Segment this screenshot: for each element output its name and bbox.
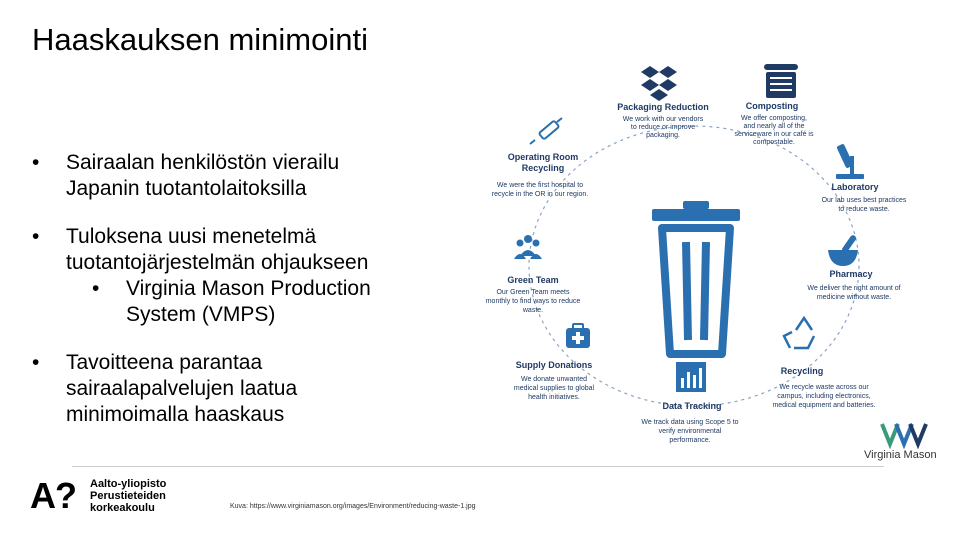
item-text: health initiatives. [528, 394, 580, 401]
aalto-logo-line: korkeakoulu [90, 502, 155, 514]
aalto-logo-text [90, 478, 166, 514]
item-pharmacy [807, 234, 900, 301]
item-text: to reduce waste. [838, 206, 890, 213]
page-title: Haaskauksen minimointi [32, 22, 368, 57]
item-title: Green Team [507, 275, 559, 285]
bullet-marker: • [32, 225, 40, 248]
item-title: Supply Donations [515, 360, 593, 370]
waste-reduction-infographic [458, 56, 920, 448]
item-recycling [772, 318, 875, 409]
item-text: and nearly all of the [743, 123, 805, 130]
item-text: recycle in the OR in our region. [491, 191, 589, 198]
item-text: We deliver the right amount of [807, 285, 901, 292]
bullet-line: Tuloksena uusi menetelmä [66, 225, 317, 248]
item-text: medical supplies to global [513, 385, 595, 392]
bullet-line: sairaalapalvelujen laatua [66, 377, 298, 400]
item-packaging-reduction [617, 66, 709, 139]
compost-bin-icon [764, 64, 798, 98]
item-text: verify environmental [658, 428, 722, 435]
item-text: We were the first hospital to [496, 182, 584, 189]
item-text: We work with our vendors [622, 116, 704, 123]
bullet-item [32, 150, 462, 202]
item-title: Data Tracking [662, 401, 722, 411]
bullet-line: tuotantojärjestelmän ohjaukseen [66, 251, 369, 274]
item-data-tracking [641, 362, 738, 444]
aalto-logo-line: Perustieteiden [90, 490, 166, 502]
item-text: We recycle waste across our [779, 384, 869, 391]
bullet-marker: • [92, 277, 100, 300]
bullet-item [32, 224, 462, 328]
bullet-line: Virginia Mason Production [126, 277, 371, 300]
item-text: performance. [669, 437, 711, 444]
bullet-marker: • [32, 351, 40, 374]
microscope-icon [836, 143, 864, 179]
first-aid-kit-icon [566, 324, 590, 348]
syringe-icon [530, 118, 562, 144]
bullet-line: Japanin tuotantolaitoksilla [66, 177, 307, 200]
item-text: medical equipment and batteries. [772, 402, 876, 409]
item-supply-donations [514, 324, 595, 401]
image-caption: Kuva: https://www.virginiamason.org/images/Environment/reducing-waste-1.jpg [230, 503, 476, 510]
item-title: Laboratory [831, 182, 879, 192]
item-text: packaging. [646, 132, 680, 139]
bullet-marker: • [32, 151, 40, 174]
footer-divider [72, 466, 884, 467]
recycle-icon [784, 318, 814, 348]
sub-bullet-item [66, 276, 462, 328]
item-composting [735, 64, 814, 146]
bullet-list [32, 150, 462, 450]
item-text: compostable. [753, 139, 795, 146]
bar-chart-icon [676, 362, 706, 392]
item-text: monthly to find ways to reduce [485, 298, 581, 305]
aalto-logo-line: Aalto-yliopisto [90, 478, 167, 490]
item-operating-room-recycling [492, 118, 589, 198]
virginia-mason-name: Virginia Mason [864, 449, 937, 461]
bullet-line: minimoimalla haaskaus [66, 403, 285, 426]
item-title: Composting [745, 101, 799, 111]
item-title: Operating Room [507, 152, 579, 162]
item-title: Packaging Reduction [617, 102, 709, 112]
mortar-pestle-icon [828, 234, 858, 266]
item-text: campus, including electronics, [777, 393, 871, 400]
item-text: waste. [522, 307, 544, 314]
item-title: Pharmacy [829, 269, 873, 279]
bullet-line: Tavoitteena parantaa [66, 351, 263, 374]
item-text: Our Green Team meets [496, 289, 570, 296]
item-text: serviceware in our café is [734, 131, 814, 138]
bullet-item [32, 350, 462, 428]
item-text: We track data using Scope 5 to [641, 419, 739, 426]
item-title: Recycling [780, 366, 824, 376]
dropbox-icon [641, 66, 677, 101]
trash-can-icon [652, 201, 740, 354]
bullet-line: Sairaalan henkilöstön vierailu [66, 151, 340, 174]
item-title: Recycling [521, 163, 565, 173]
item-text: Our lab uses best practices [821, 197, 907, 204]
item-green-team [486, 235, 581, 314]
item-text: We donate unwanted [520, 376, 588, 383]
item-text: We offer composting, [741, 115, 807, 122]
bullet-line: System (VMPS) [126, 303, 276, 326]
item-laboratory [822, 143, 907, 213]
item-text: to reduce or improve [630, 124, 696, 131]
aalto-logo-mark: A? [30, 475, 76, 516]
team-icon [514, 235, 542, 259]
item-text: medicine without waste. [816, 294, 892, 301]
